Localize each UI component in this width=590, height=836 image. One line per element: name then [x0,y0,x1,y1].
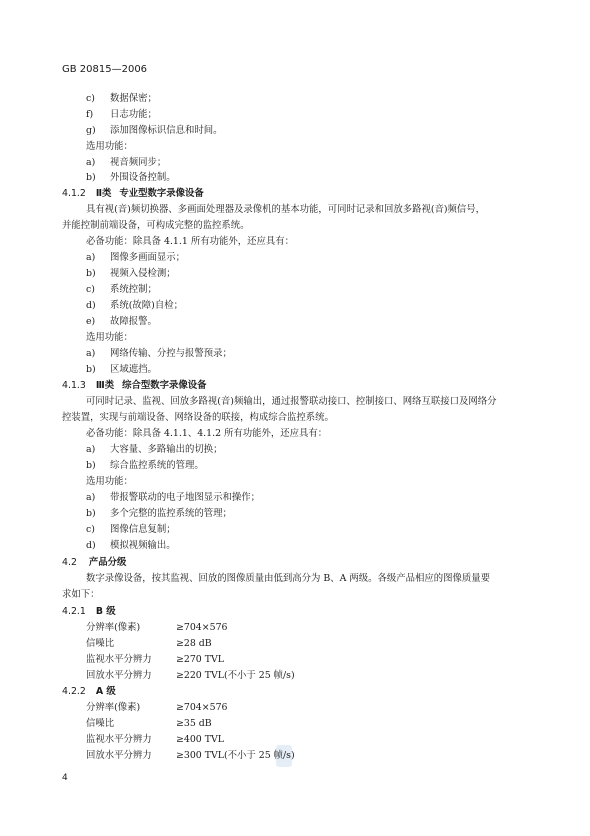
spec-row [86,750,295,762]
spec-row [86,638,212,650]
spec-value: ≥35 dB [176,718,212,729]
section-number: 4.2 [62,557,77,568]
section-title: 综合型数字录像设备 [122,380,207,391]
section-heading-4-2-1 [62,606,116,618]
list-item [86,93,157,105]
list-text: 添加图像标识信息和时间。 [110,125,223,136]
list-item [86,268,176,280]
spec-value: ≥270 TVL [176,654,224,665]
spec-key: 回放水平分辨力 [86,750,152,761]
list-text: 多个完整的监控系统的管理； [110,508,232,519]
list-text: 视频入侵检测； [110,268,176,279]
section-heading-4-2 [62,557,126,569]
page-number: 4 [62,773,68,783]
list-mark: b) [86,172,96,183]
optional-label: 选用功能： [86,476,133,487]
list-item [86,444,223,456]
list-text: 模拟视频输出。 [110,540,176,551]
spec-row [86,654,224,666]
spec-row [86,622,228,634]
spec-key: 监视水平分辨力 [86,654,152,665]
list-mark: d) [86,300,96,311]
spec-value: ≥220 TVL(不小于 25 帧/s) [176,670,295,681]
spec-value: ≥704×576 [176,702,228,713]
section-title: A 级 [95,686,116,697]
paragraph-line: 数字录像设备，按其监视、回放的图像质量由低到高分为 B、A 两级。各级产品相应的图像质量要 [86,573,490,584]
spec-key: 信噪比 [86,718,115,729]
list-mark: c) [86,93,95,104]
list-text: 外围设备控制。 [110,172,176,183]
section-heading-4-1-2 [62,188,204,200]
list-text: 数据保密； [110,93,157,104]
list-text: 系统(故障)自检； [110,300,183,311]
list-item [86,460,204,472]
paragraph-line: 具有视(音)频切换器、多画面处理器及录像机的基本功能，可同时记录和回放多路视(音)频信号， [86,204,486,215]
list-item [86,125,223,137]
spec-row [86,670,295,682]
spec-key: 分辨率(像素) [86,702,141,713]
spec-value: ≥28 dB [176,638,212,649]
required-functions-label: 必备功能：除具备 4.1.1、4.1.2 所有功能外，还应具有： [86,428,328,439]
list-mark: c) [86,284,95,295]
list-text: 带报警联动的电子地图显示和操作； [110,492,261,503]
spec-key: 信噪比 [86,638,115,649]
section-heading-4-1-3 [62,380,207,392]
list-text: 大容量、多路输出的切换； [110,444,223,455]
standard-code-header: GB 20815—2006 [62,64,148,75]
list-item [86,284,157,296]
section-number: 4.2.1 [62,606,86,617]
list-mark: b) [86,364,96,375]
spec-row [86,702,228,714]
section-number: 4.2.2 [62,686,86,697]
list-text: 日志功能； [110,109,157,120]
list-item [86,524,176,536]
list-item [86,348,232,360]
spec-key: 监视水平分辨力 [86,734,152,745]
list-mark: b) [86,460,96,471]
list-item [86,300,183,312]
paragraph-line: 并能控制前端设备，可构成完整的监控系统。 [62,220,250,231]
class-label: Ⅱ类 [95,188,112,199]
spec-row [86,718,212,730]
list-mark: a) [86,348,96,359]
list-mark: a) [86,157,96,168]
list-item [86,316,157,328]
list-mark: c) [86,524,95,535]
spec-value: ≥400 TVL [176,734,224,745]
list-item [86,364,157,376]
section-title: 产品分级 [88,557,127,568]
list-mark: a) [86,444,96,455]
paragraph-line: 可同时记录、监视、回放多路视(音)频输出，通过报警联动接口、控制接口、网络互联接口及网络分 [86,396,497,407]
list-text: 系统控制； [110,284,157,295]
section-heading-4-2-2 [62,686,116,698]
list-text: 网络传输、分控与报警预录； [110,348,232,359]
list-item [86,508,232,520]
list-item [86,172,176,184]
optional-label: 选用功能： [86,141,133,152]
spec-row [86,734,224,746]
list-mark: e) [86,316,96,327]
paragraph-line: 求如下： [62,589,100,600]
list-item [86,540,176,552]
list-text: 故障报警。 [110,316,157,327]
section-title: 专业型数字录像设备 [119,188,204,199]
list-mark: f) [86,109,94,120]
spec-value: ≥300 TVL(不小于 25 帧/s) [176,750,295,761]
list-text: 图像多画面显示； [110,252,186,263]
list-item [86,492,260,504]
list-mark: g) [86,125,96,136]
spec-value: ≥704×576 [176,622,228,633]
list-mark: b) [86,508,96,519]
spec-key: 回放水平分辨力 [86,670,152,681]
list-text: 综合监控系统的管理。 [110,460,204,471]
list-mark: d) [86,540,96,551]
list-item [86,157,166,169]
required-functions-label: 必备功能：除具备 4.1.1 所有功能外，还应具有： [86,236,294,247]
class-label: Ⅲ类 [95,380,115,391]
list-text: 视音频同步； [110,157,167,168]
list-text: 区域遮挡。 [110,364,157,375]
spec-key: 分辨率(像素) [86,622,141,633]
section-title: B 级 [95,606,116,617]
section-number: 4.1.2 [62,188,86,199]
optional-label: 选用功能： [86,332,133,343]
list-mark: a) [86,252,96,263]
section-number: 4.1.3 [62,380,86,391]
paragraph-line: 控装置，实现与前端设备、网络设备的联接，构成综合监控系统。 [62,412,334,423]
list-mark: b) [86,268,96,279]
list-text: 图像信息复制； [110,524,176,535]
list-item [86,109,157,121]
list-item [86,252,185,264]
list-mark: a) [86,492,96,503]
